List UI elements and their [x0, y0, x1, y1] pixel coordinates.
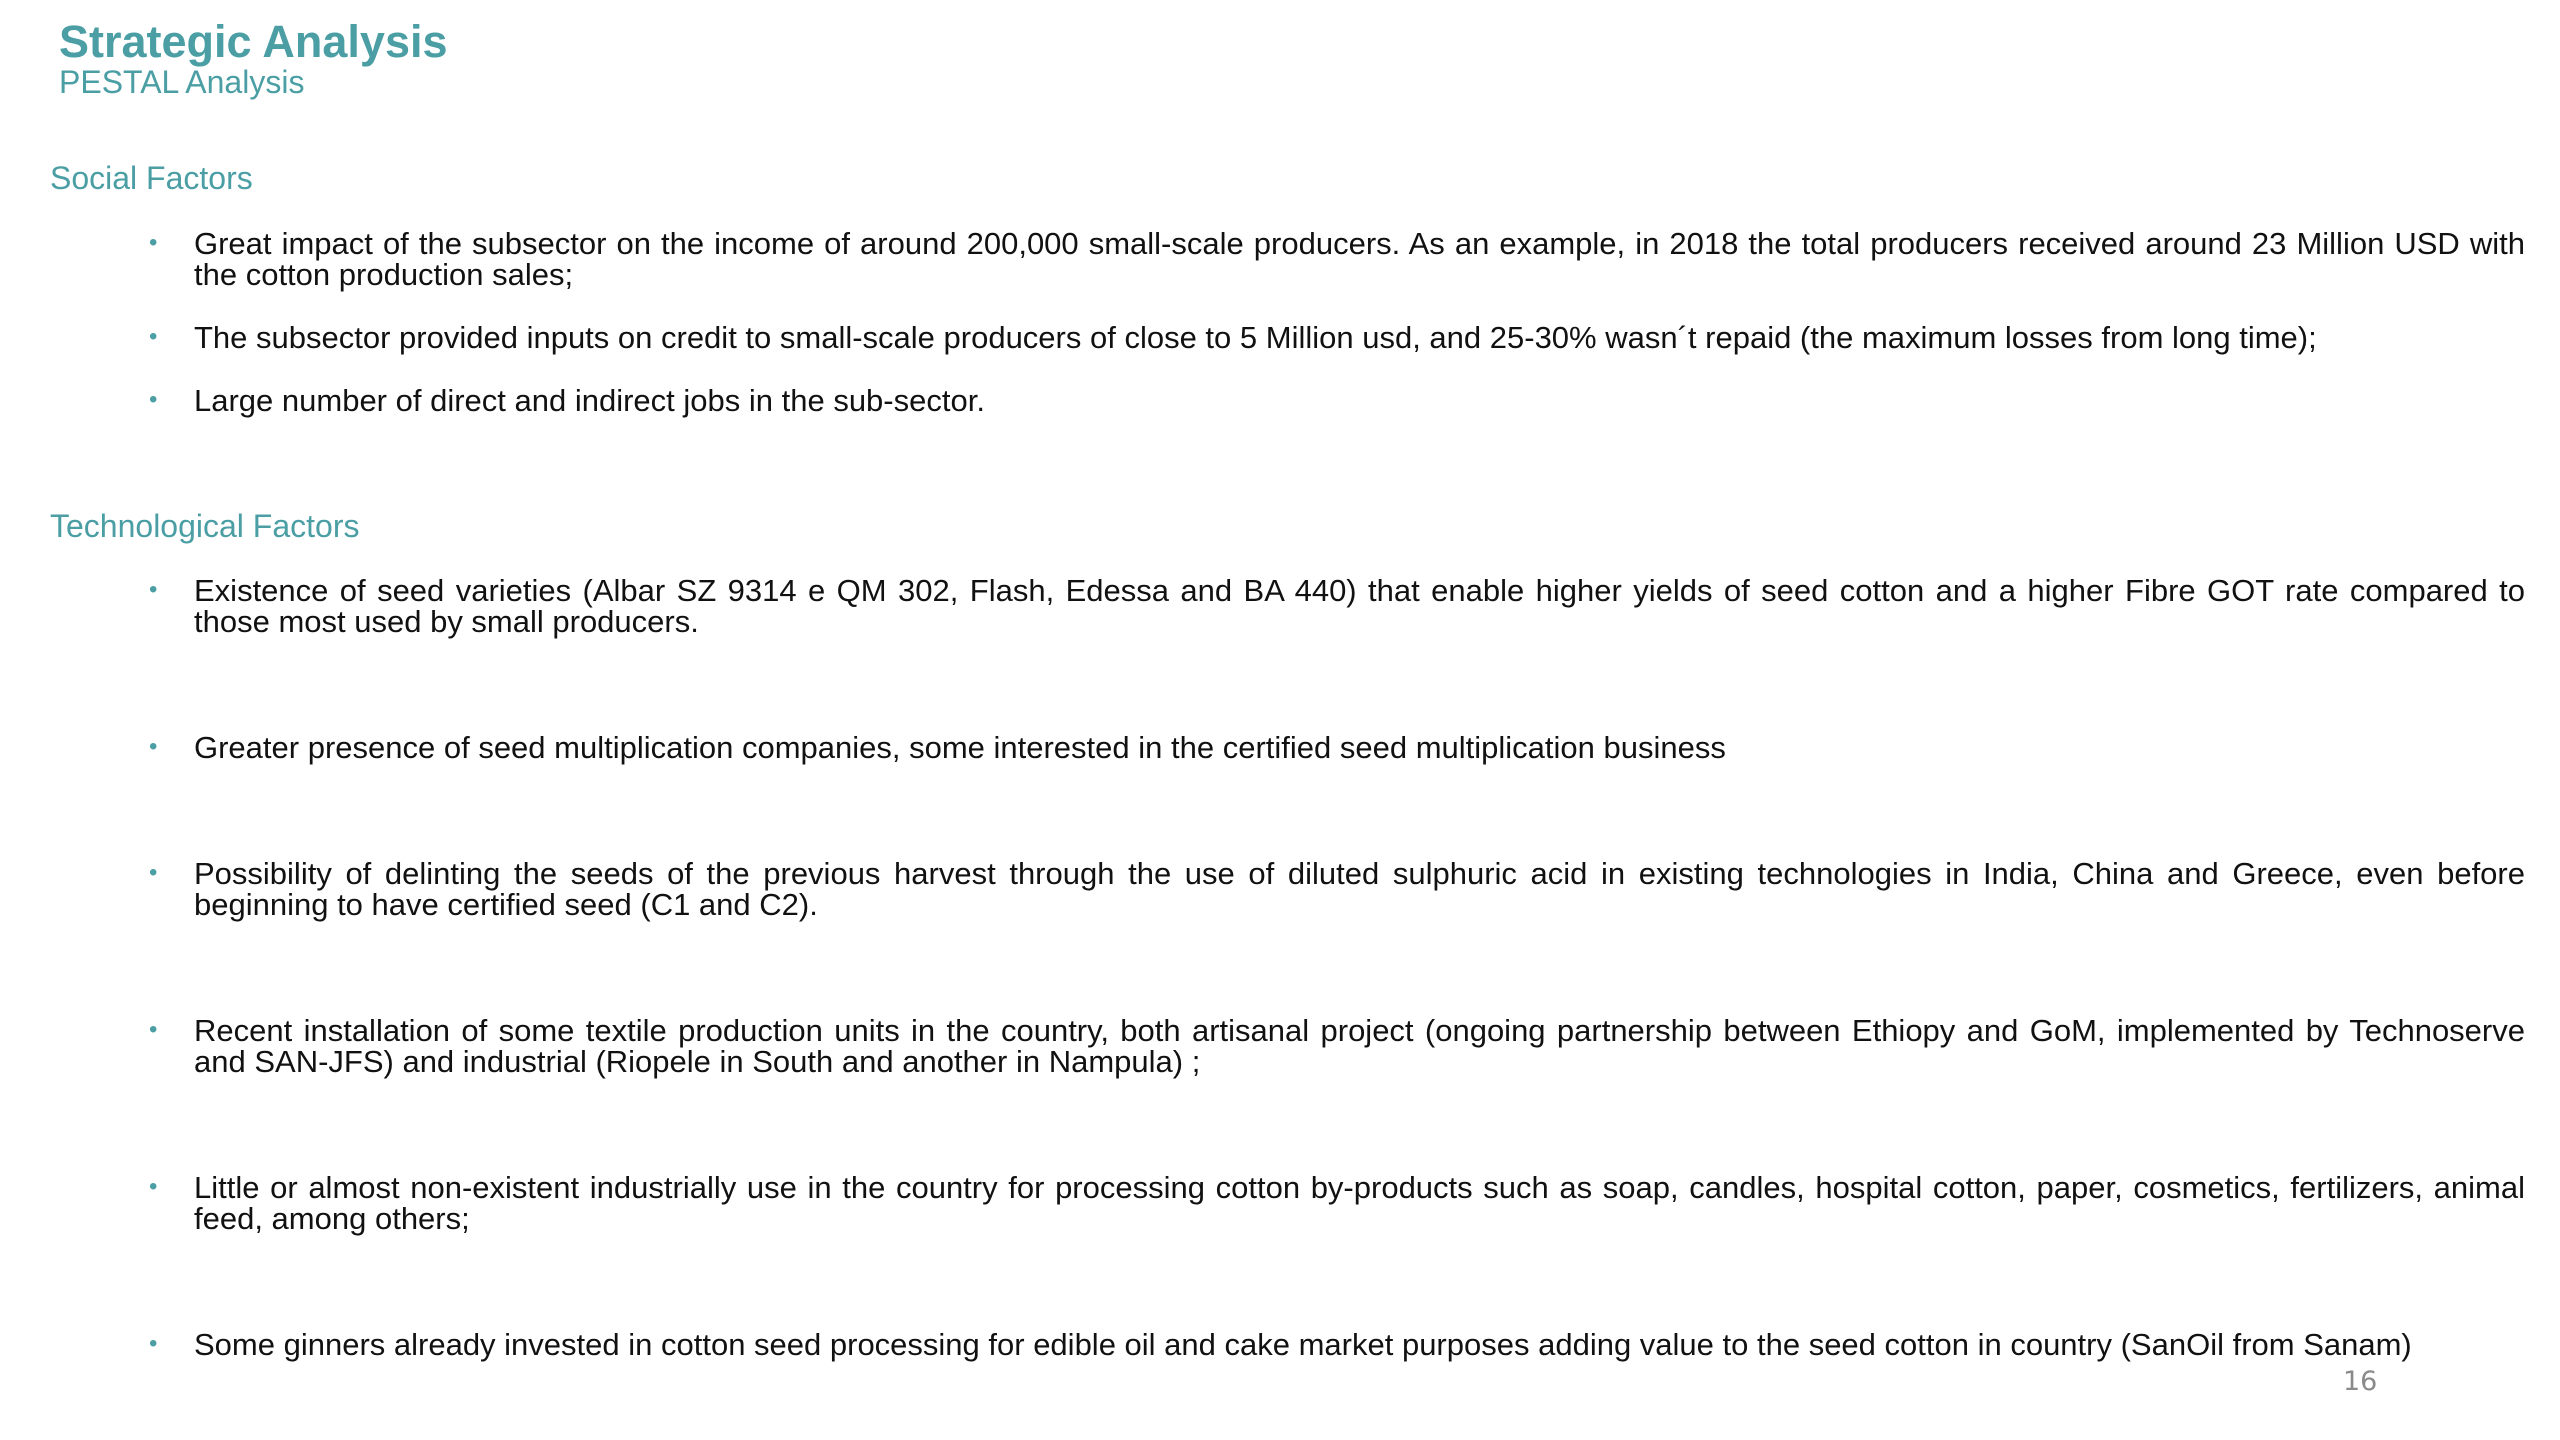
bullet-icon: • — [149, 733, 158, 760]
bullet-icon: • — [149, 323, 158, 350]
list-item-text: Possibility of delinting the seeds of the previous harvest through the use of diluted sulphuric acid in existing technologies in India, China and Greece, even before beginning to have certified seed (C1 and C2). — [194, 856, 2525, 922]
list-item-text: Existence of seed varieties (Albar SZ 9314 e QM 302, Flash, Edessa and BA 440) that enable higher yields of seed cotton and a higher Fibre GOT rate compared to those most used by small producers. — [194, 573, 2525, 639]
list-item-text: Greater presence of seed multiplication companies, some interested in the certified seed multiplication business — [194, 730, 1726, 765]
list-item-text: Some ginners already invested in cotton seed processing for edible oil and cake market purposes adding value to the seed cotton in country (SanOil from Sanam) — [194, 1327, 2412, 1362]
bullet-icon: • — [149, 1330, 158, 1357]
social-factors-heading: Social Factors — [50, 160, 253, 196]
technological-factors-heading: Technological Factors — [50, 508, 360, 544]
list-item — [149, 1170, 2525, 1236]
bullet-icon: • — [149, 1173, 158, 1200]
page-title: Strategic Analysis — [59, 16, 448, 67]
list-item — [149, 730, 2525, 765]
list-item-text: Large number of direct and indirect jobs in the sub-sector. — [194, 383, 985, 418]
bullet-icon: • — [149, 386, 158, 413]
list-item — [149, 1327, 2525, 1362]
list-item-text: The subsector provided inputs on credit to small-scale producers of close to 5 Million usd, and 25-30% wasn´t repaid (the maximum losses from long time); — [194, 320, 2317, 355]
list-item — [149, 856, 2525, 922]
list-item-text: Little or almost non-existent industrially use in the country for processing cotton by-products such as soap, candles, hospital cotton, paper, cosmetics, fertilizers, animal feed, among others; — [194, 1170, 2525, 1236]
list-item — [149, 573, 2525, 639]
bullet-icon: • — [149, 229, 158, 256]
list-item-text: Great impact of the subsector on the income of around 200,000 small-scale producers. As an example, in 2018 the total producers received around 23 Million USD with the cotton production sales; — [194, 226, 2525, 292]
list-item — [149, 1013, 2525, 1079]
list-item — [149, 320, 2525, 355]
page-number: 16 — [2343, 1366, 2378, 1397]
bullet-icon: • — [149, 1016, 158, 1043]
bullet-icon: • — [149, 859, 158, 886]
list-item-text: Recent installation of some textile production units in the country, both artisanal project (ongoing partnership between Ethiopy and GoM, implemented by Technoserve and SAN-JFS) and industrial (Riopele in South and another in Nampula) ; — [194, 1013, 2525, 1079]
bullet-icon: • — [149, 576, 158, 603]
list-item — [149, 226, 2525, 292]
list-item — [149, 383, 2525, 418]
page-subtitle: PESTAL Analysis — [59, 64, 305, 100]
